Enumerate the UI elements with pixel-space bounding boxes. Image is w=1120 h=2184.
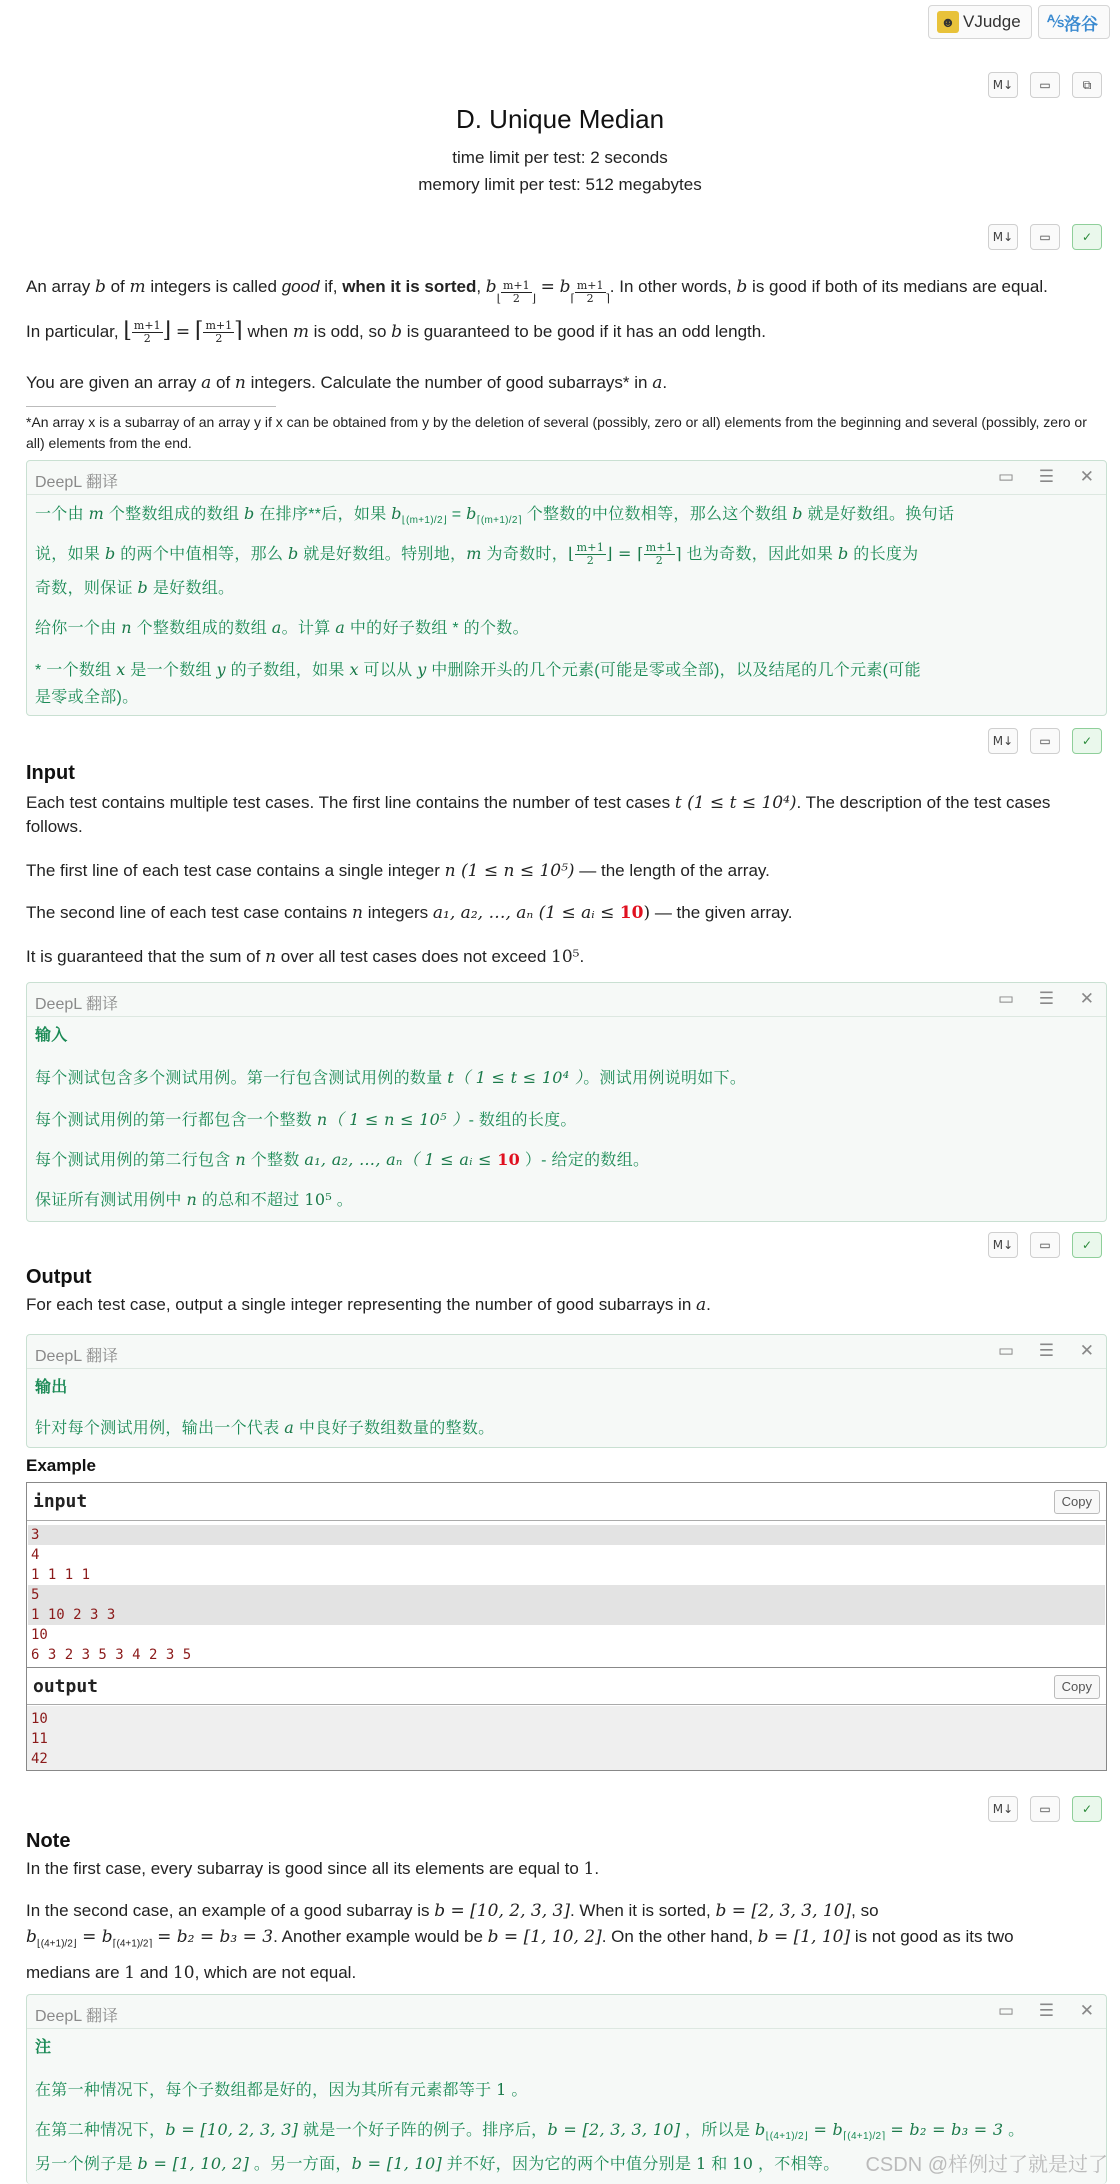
clipboard-icon[interactable]: ▭ bbox=[1030, 72, 1060, 98]
deepl-translation-output: DeepL 翻译 ▭ ☰ ✕ 输出 针对每个测试用例，输出一个代表 a 中良好子数组数量的整数。 bbox=[26, 1334, 1107, 1448]
indent-icon[interactable]: ☰ bbox=[1038, 989, 1054, 1009]
deepl-translation-statement: DeepL 翻译 ▭ ☰ ✕ 一个由 m 个整数组成的数组 b 在排序**后，如果 $b_{⌊(m+1)/2⌋} = b_{⌈(m+1)/2⌉}$ 个整数的中位数相等，那么这个数组 b 就是好数组。换句话 说，如果 b 的两个中值相等，那么 b 就是好数组。特别地，m 为奇数时，⌊ $\frac{m+1}{2}$ ⌋ = ⌈ $\frac{m+1}{2}$ ⌉ 也为奇数，因此如果 b 的长度为 奇数，则保证 b 是好数组。 给你一个由 n 个整数组成的数组 a。计算 a 中的好子数组 * 的个数。 * 一个数组 x 是一个数组 y 的子数组，如果 x 可以从 y 中删除开头的几个元素(可能是零或全部)，以及结尾的几个元素(可能 是零或全部)。 bbox=[26, 460, 1107, 716]
copy-icon[interactable]: ▭ bbox=[997, 1341, 1014, 1361]
copy-icon[interactable]: ▭ bbox=[997, 467, 1014, 487]
close-icon[interactable]: ✕ bbox=[1079, 467, 1094, 487]
luogu-icon: ⅍ bbox=[1047, 12, 1064, 31]
example-input: 3 4 1 1 1 1 5 1 10 2 3 3 10 6 3 2 3 5 3 4 2 3 5 bbox=[31, 1527, 192, 1663]
note-heading: Note bbox=[26, 1830, 71, 1852]
statement-line-1: An array b of m integers is called good if, when it is sorted, b⌊ $\frac{m+1}{2}$ ⌋ = b⌈ $\frac{m+1}{2}$ ⌉. In other words, b is good if both of its medians are equal. bbox=[26, 277, 1048, 305]
markdown-button[interactable]: M↓ bbox=[988, 224, 1018, 250]
translate-icon[interactable]: ⧉ bbox=[1072, 72, 1102, 98]
translated-check-icon[interactable]: ✓ bbox=[1072, 224, 1102, 250]
luogu-button[interactable]: ⅍ 洛谷 bbox=[1038, 5, 1110, 39]
example-box: input Copy 3 4 1 1 1 1 5 1 10 2 3 3 10 6 3 2 3 5 3 4 2 3 5 output Copy 10 11 42 bbox=[26, 1482, 1107, 1771]
vjudge-icon: ☻ bbox=[937, 11, 959, 33]
translated-check-icon[interactable]: ✓ bbox=[1072, 1232, 1102, 1258]
indent-icon[interactable]: ☰ bbox=[1038, 467, 1054, 487]
close-icon[interactable]: ✕ bbox=[1079, 1341, 1094, 1361]
indent-icon[interactable]: ☰ bbox=[1038, 1341, 1054, 1361]
deepl-translation-note: DeepL 翻译 ▭ ☰ ✕ 注 在第一种情况下，每个子数组都是好的，因为其所有元素都等于 1 。 在第二种情况下，b = [10, 2, 3, 3] 就是一个好子阵的例子。排序后，b = [2, 3, 3, 10] ，所以是 $b_{⌊(4+1)/2⌋} = b_{⌈(4+1)/2⌉} = b_2 = b_3 = 3$ 。 另一个例子是 b = [1, 10, 2] 。另一方面，b = [1, 10] 并不好，因为它的两个中值分别是 1 和 10 ，不相等。 bbox=[26, 1994, 1107, 2184]
copy-icon[interactable]: ▭ bbox=[997, 989, 1014, 1009]
clipboard-icon[interactable]: ▭ bbox=[1030, 224, 1060, 250]
example-heading: Example bbox=[26, 1456, 96, 1475]
example-output: 10 11 42 bbox=[31, 1711, 48, 1767]
indent-icon[interactable]: ☰ bbox=[1038, 2001, 1054, 2021]
memory-limit: memory limit per test: 512 megabytes bbox=[418, 175, 702, 194]
translated-check-icon[interactable]: ✓ bbox=[1072, 728, 1102, 754]
markdown-button[interactable]: M↓ bbox=[988, 72, 1018, 98]
clipboard-icon[interactable]: ▭ bbox=[1030, 1796, 1060, 1822]
copy-input-button[interactable]: Copy bbox=[1054, 1490, 1100, 1514]
clipboard-icon[interactable]: ▭ bbox=[1030, 1232, 1060, 1258]
time-limit: time limit per test: 2 seconds bbox=[452, 148, 668, 167]
translated-check-icon[interactable]: ✓ bbox=[1072, 1796, 1102, 1822]
close-icon[interactable]: ✕ bbox=[1079, 989, 1094, 1009]
problem-title: D. Unique Median bbox=[455, 104, 665, 134]
output-heading: Output bbox=[26, 1266, 92, 1288]
footnote-divider bbox=[26, 406, 276, 407]
statement-line-2: In particular, ⌊ $\frac{m+1}{2}$ ⌋ = ⌈ $\frac{m+1}{2}$ ⌉ when m is odd, so b is guaranteed to be good if it has an odd length. bbox=[26, 318, 766, 346]
watermark: CSDN @样例过了就是过了 bbox=[865, 2154, 1108, 2176]
markdown-button[interactable]: M↓ bbox=[988, 1796, 1018, 1822]
markdown-button[interactable]: M↓ bbox=[988, 728, 1018, 754]
markdown-button[interactable]: M↓ bbox=[988, 1232, 1018, 1258]
close-icon[interactable]: ✕ bbox=[1079, 2001, 1094, 2021]
statement-line-3: You are given an array a of n integers. Calculate the number of good subarrays* in a. bbox=[26, 373, 668, 393]
footnote: *An array x is a subarray of an array y if x can be obtained from y by the deletion of several (possibly, zero or all) elements from the beginning and several (possibly, zero or all) elements from the end. bbox=[26, 414, 1087, 451]
deepl-translation-input: DeepL 翻译 ▭ ☰ ✕ 输入 每个测试包含多个测试用例。第一行包含测试用例的数量 t（ 1 ≤ t ≤ 10⁴ ）。测试用例说明如下。 每个测试用例的第一行都包含一个整数 n（ 1 ≤ n ≤ 10⁵ ）- 数组的长度。 每个测试用例的第二行包含 n 个整数 a₁, a₂, …, aₙ（ 1 ≤ aᵢ ≤ 10 ）- 给定的数组。 保证所有测试用例中 n 的总和不超过 10⁵ 。 bbox=[26, 982, 1107, 1222]
copy-output-button[interactable]: Copy bbox=[1054, 1675, 1100, 1699]
vjudge-button[interactable]: ☻ VJudge bbox=[928, 5, 1032, 39]
input-heading: Input bbox=[26, 762, 75, 784]
copy-icon[interactable]: ▭ bbox=[997, 2001, 1014, 2021]
clipboard-icon[interactable]: ▭ bbox=[1030, 728, 1060, 754]
